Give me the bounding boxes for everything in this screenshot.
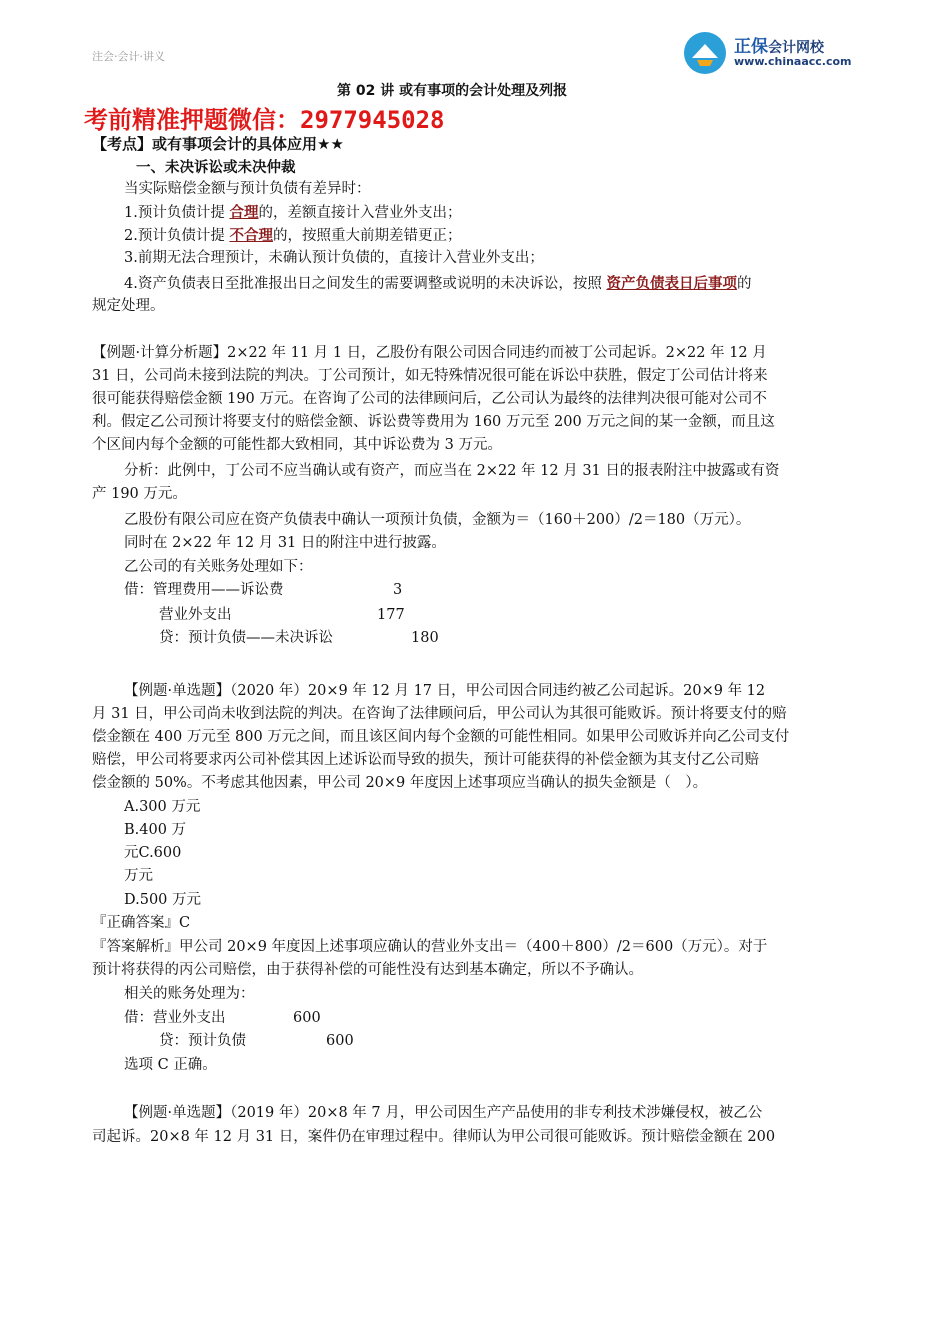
- ex1-disclose: 同时在 2×22 年 12 月 31 日的附注中进行披露。: [124, 535, 446, 551]
- logo-icon: [682, 30, 728, 76]
- section-heading: 一、未决诉讼或未决仲裁: [136, 160, 296, 176]
- ex2-answer: 『正确答案』C: [92, 915, 191, 931]
- promo-text: 考前精准押题微信：2977945028: [84, 106, 445, 134]
- ex1-entry-amount: 180: [411, 630, 439, 646]
- ex2-option: 元C.600: [124, 845, 182, 861]
- ex2-option: 万元: [124, 868, 153, 884]
- ex1-entry-amount: 3: [393, 582, 403, 598]
- ex1-entry-amount: 177: [377, 607, 405, 623]
- rule-2: 2.预计负债计提 不合理的，按照重大前期差错更正；: [124, 227, 462, 244]
- rule-3: 3.前期无法合理预计，未确认预计负债的，直接计入营业外支出；: [124, 250, 544, 266]
- header-faded-text: 注会·会计·讲义: [92, 50, 165, 63]
- intro-text: 当实际赔偿金额与预计负债有差异时：: [124, 181, 371, 197]
- logo: [682, 30, 882, 80]
- ex1-line-3: 很可能获得赔偿金额 190 万元。在咨询了公司的法律顾问后，乙公司认为最终的法律判决很可能对公司不: [92, 391, 767, 407]
- ex2-entries-intro: 相关的账务处理为：: [124, 986, 255, 1002]
- ex1-analysis-1: 分析：此例中，丁公司不应当确认或有资产，而应当在 2×22 年 12 月 31 日的报表附注中披露或有资: [124, 463, 780, 479]
- ex1-entry-label: 营业外支出: [159, 607, 232, 623]
- ex2-line-4: 赔偿，甲公司将要求丙公司补偿其因上述诉讼而导致的损失，预计可能获得的补偿金额为其支付乙公司赔: [92, 752, 759, 768]
- ex2-entry-label: 贷：预计负债: [159, 1033, 246, 1049]
- ex1-line-4: 利。假定乙公司预计将要支付的赔偿金额、诉讼费等费用为 160 万元至 200 万元之间的某一金额，而且这: [92, 414, 775, 430]
- ex3-line-2: 司起诉。20×8 年 12 月 31 日，案件仍在审理过程中。律师认为甲公司很可能败诉。预计赔偿金额在 200: [92, 1129, 776, 1145]
- ex2-explain-2: 预计将获得的丙公司赔偿，由于获得补偿的可能性没有达到基本确定，所以不予确认。: [92, 962, 643, 978]
- ex1-analysis-2: 产 190 万元。: [92, 486, 187, 502]
- ex2-line-5: 偿金额的 50%。不考虑其他因素，甲公司 20×9 年度因上述事项应当确认的损失金额是（ ）。: [92, 775, 708, 791]
- rule-1: 1.预计负债计提 合理的，差额直接计入营业外支出；: [124, 204, 462, 221]
- ex2-conclusion: 选项 C 正确。: [124, 1057, 217, 1073]
- ex2-explain-1: 『答案解析』甲公司 20×9 年度因上述事项应确认的营业外支出＝（400＋800）/2＝600（万元）。对于: [92, 939, 768, 955]
- ex2-line-3: 偿金额在 400 万元至 800 万元之间，而且该区间内每个金额的可能性相同。如果甲公司败诉并向乙公司支付: [92, 729, 790, 745]
- ex1-recognize: 乙股份有限公司应在资产负债表中确认一项预计负债，金额为＝（160＋200）/2＝180（万元）。: [124, 512, 751, 528]
- ex2-option: D.500 万元: [124, 892, 202, 908]
- ex1-entry-label: 贷：预计负债——未决诉讼: [159, 630, 333, 646]
- logo-brand: 正保会计网校: [734, 37, 824, 57]
- ex2-option: B.400 万: [124, 822, 187, 838]
- ex1-line-2: 31 日，公司尚未接到法院的判决。丁公司预计，如无特殊情况很可能在诉讼中获胜，假定丁公司估计将来: [92, 368, 768, 384]
- ex3-line-1: 【例题·单选题】（2019 年）20×8 年 7 月，甲公司因生产产品使用的非专利技术涉嫌侵权，被乙公: [124, 1105, 763, 1121]
- ex2-entry-amount: 600: [293, 1010, 321, 1026]
- ex1-entry-label: 借：管理费用——诉讼费: [124, 582, 284, 598]
- ex2-line-2: 月 31 日，甲公司尚未收到法院的判决。在咨询了法律顾问后，甲公司认为其很可能败诉。预计将要支付的赔: [92, 706, 787, 722]
- logo-url: www.chinaacc.com: [734, 55, 852, 68]
- ex2-entry-amount: 600: [326, 1033, 354, 1049]
- rule-4: 4.资产负债表日至批准报出日之间发生的需要调整或说明的未决诉讼，按照 资产负债表日后事项的: [124, 275, 752, 292]
- rule-4-cont: 规定处理。: [92, 298, 165, 314]
- ex1-line-5: 个区间内每个金额的可能性都大致相同，其中诉讼费为 3 万元。: [92, 437, 502, 453]
- ex2-line-1: 【例题·单选题】（2020 年）20×9 年 12 月 17 日，甲公司因合同违约被乙公司起诉。20×9 年 12: [124, 683, 766, 699]
- ex2-entry-label: 借：营业外支出: [124, 1010, 226, 1026]
- ex2-option: A.300 万元: [124, 799, 201, 815]
- ex1-accounting-intro: 乙公司的有关账务处理如下：: [124, 559, 313, 575]
- kaodian-heading: 【考点】或有事项会计的具体应用★★: [92, 135, 344, 153]
- ex1-line-1: 【例题·计算分析题】2×22 年 11 月 1 日，乙股份有限公司因合同违约而被丁公司起诉。2×22 年 12 月: [92, 345, 767, 361]
- lecture-title: 第 02 讲 或有事项的会计处理及列报: [337, 83, 568, 99]
